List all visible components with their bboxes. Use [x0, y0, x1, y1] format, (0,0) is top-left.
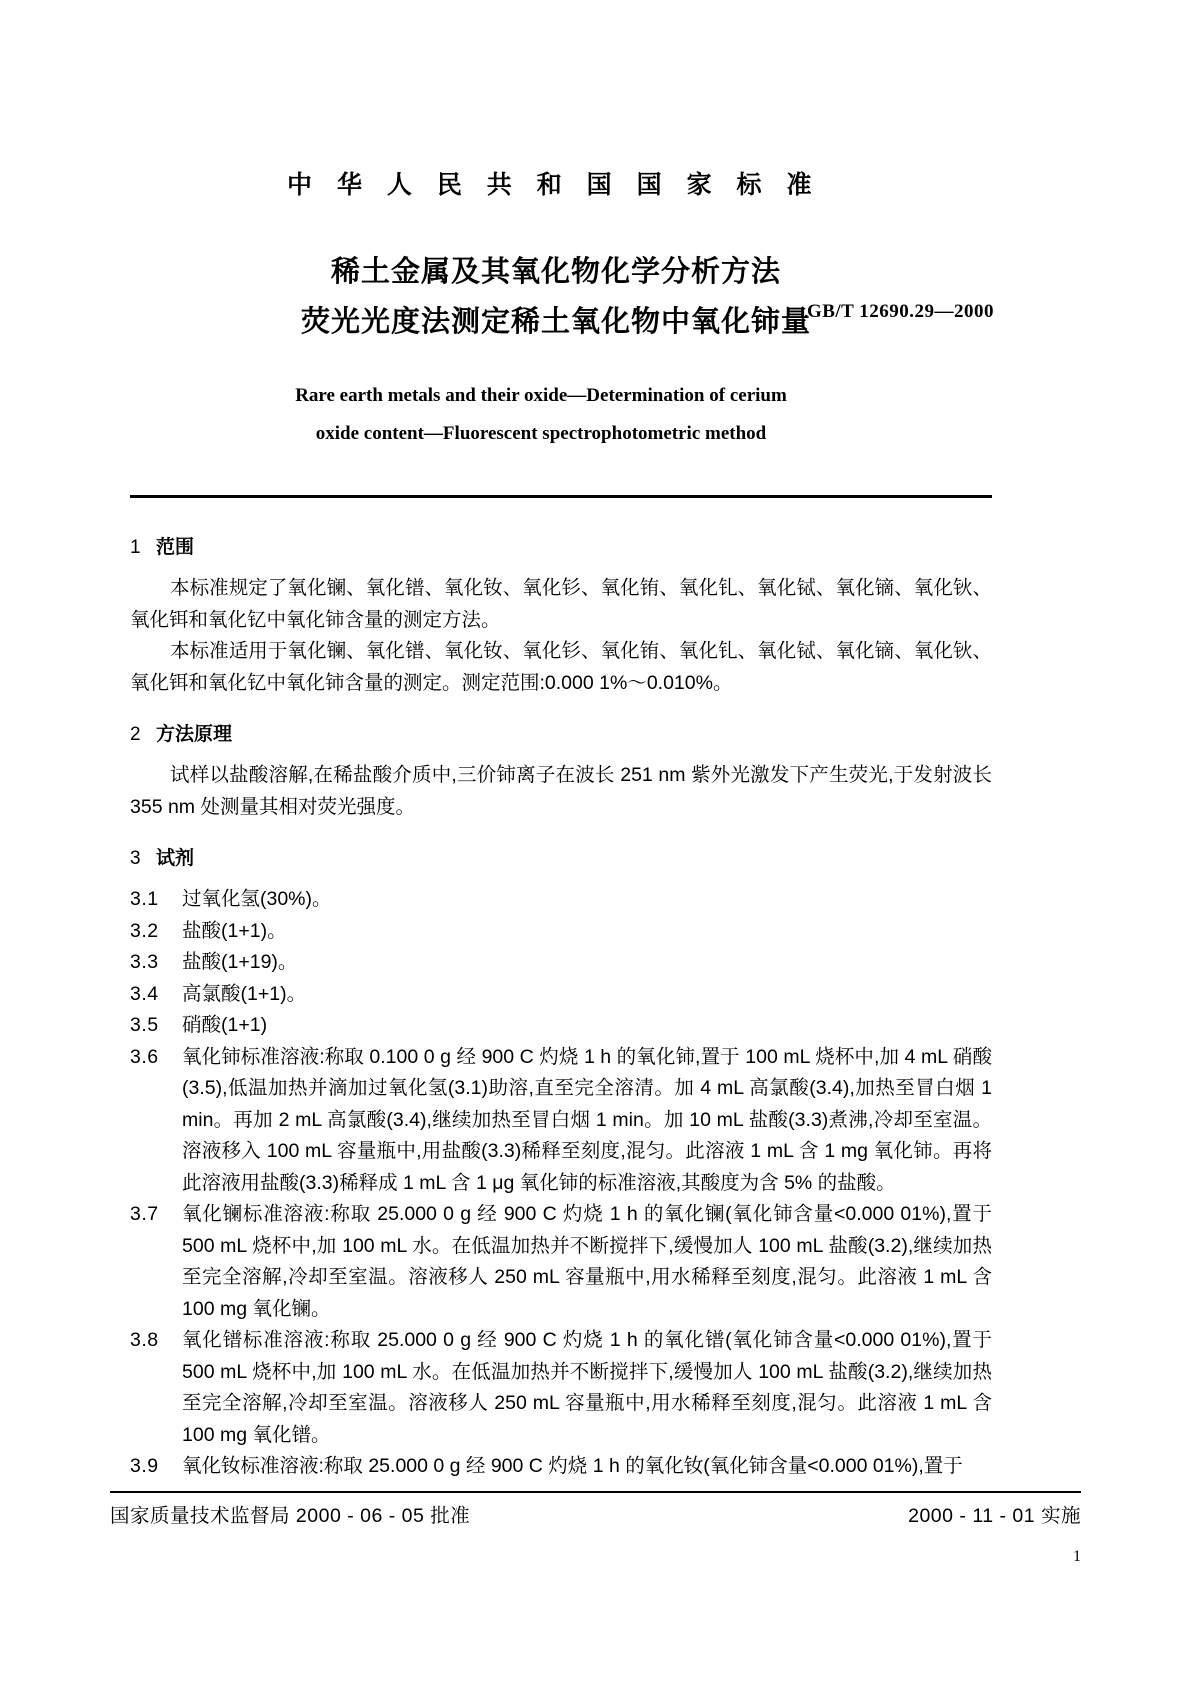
masthead	[130, 0, 992, 498]
reagent-text: 氧化钕标准溶液:称取 25.000 0 g 经 900 C 灼烧 1 h 的氧化钕(氧化铈含量<0.000 01%),置于	[182, 1455, 963, 1477]
reagent-number: 3.7	[130, 1203, 159, 1225]
reagent-text: 氧化镨标准溶液:称取 25.000 0 g 经 900 C 灼烧 1 h 的氧化镨(氧化铈含量<0.000 01%),置于 500 mL 烧杯中,加 100 mL 水。在低温加热并不断搅拌下,缓慢加人 100 mL 盐酸(3.2),继续加热至完全溶解,冷却至室温。溶液移人 250 mL 容量瓶中,用水稀释至刻度,混匀。此溶液 1 mL 含 100 mg 氧化镨。	[182, 1329, 992, 1446]
reagent-number: 3.2	[130, 919, 159, 942]
reagent-number: 3.9	[130, 1455, 159, 1477]
reagent-text: 盐酸(1+19)。	[182, 951, 298, 973]
national-standard-banner: 中 华 人 民 共 和 国 国 家 标 准	[287, 171, 821, 199]
section-number-3: 3	[130, 848, 141, 869]
standard-number: GB/T 12690.29—2000	[806, 301, 994, 322]
implementation-statement: 2000 - 11 - 01 实施	[908, 1505, 1081, 1527]
section-heading-2	[130, 719, 992, 750]
reagent-item	[130, 1010, 992, 1042]
section-title-1: 范围	[156, 537, 195, 558]
reagent-text: 盐酸(1+1)。	[182, 919, 287, 942]
document-title-line-1: 稀土金属及其氧化物化学分析方法	[330, 256, 781, 288]
section-heading-3	[130, 843, 992, 874]
section-1-paragraph-1: 本标准规定了氧化镧、氧化镨、氧化钕、氧化钐、氧化铕、氧化钆、氧化铽、氧化镝、氧化钬、氧化铒和氧化钇中氧化铈含量的测定方法。	[130, 577, 992, 631]
title-block	[130, 247, 992, 347]
footer-divider	[110, 1491, 1081, 1493]
reagent-number: 3.3	[130, 951, 159, 973]
reagent-number: 3.6	[130, 1045, 159, 1068]
reagent-text: 过氧化氢(30%)。	[182, 888, 332, 910]
document-body	[130, 532, 992, 1483]
page-number: 1	[1073, 1548, 1081, 1565]
reagent-number: 3.1	[130, 888, 159, 910]
header-divider	[130, 495, 992, 498]
section-title-2: 方法原理	[156, 724, 233, 745]
section-1-paragraph-2: 本标准适用于氧化镧、氧化镨、氧化钕、氧化钐、氧化铕、氧化钆、氧化铽、氧化镝、氧化钬、氧化铒和氧化钇中氧化铈含量的测定。测定范围:0.000 1%～0.010%。	[130, 640, 992, 694]
reagent-text: 高氯酸(1+1)。	[182, 982, 307, 1005]
page-footer	[110, 1500, 1081, 1528]
reagent-item	[130, 1325, 992, 1451]
english-title-line-1: Rare earth metals and their oxide—Determination of cerium	[295, 385, 787, 406]
reagent-item	[130, 1042, 992, 1200]
section-heading-1	[130, 532, 992, 563]
reagent-item	[130, 979, 992, 1011]
english-title-line-2: oxide content—Fluorescent spectrophotometric method	[315, 423, 767, 444]
section-title-3: 试剂	[156, 848, 195, 869]
english-title	[130, 377, 992, 453]
document-title-line-2: 荧光光度法测定稀土氧化物中氧化铈量	[300, 306, 811, 338]
section-2-paragraph-1: 试样以盐酸溶解,在稀盐酸介质中,三价铈离子在波长 251 nm 紫外光激发下产生荧光,于发射波长 355 nm 处测量其相对荧光强度。	[130, 764, 992, 818]
reagent-text: 氧化镧标准溶液:称取 25.000 0 g 经 900 C 灼烧 1 h 的氧化镧(氧化铈含量<0.000 01%),置于 500 mL 烧杯中,加 100 mL 水。在低温加热并不断搅拌下,缓慢加人 100 mL 盐酸(3.2),继续加热至完全溶解,冷却至室温。溶液移人 250 mL 容量瓶中,用水稀释至刻度,混匀。此溶液 1 mL 含 100 mg 氧化镧。	[182, 1203, 992, 1320]
reagent-item	[130, 1199, 992, 1325]
section-number-1: 1	[130, 537, 141, 558]
reagent-text: 硝酸(1+1)	[182, 1014, 268, 1036]
reagent-text: 氧化铈标准溶液:称取 0.100 0 g 经 900 C 灼烧 1 h 的氧化铈,置于 100 mL 烧杯中,加 4 mL 硝酸(3.5),低温加热并滴加过氧化氢(3.1)助溶,直至完全溶清。加 4 mL 高氯酸(3.4),加热至冒白烟 1 min。再加 2 mL 高氯酸(3.4),继续加热至冒白烟 1 min。加 10 mL 盐酸(3.3)煮沸,冷却至室温。溶液移入 100 mL 容量瓶中,用盐酸(3.3)稀释至刻度,混匀。此溶液 1 mL 含 1 mg 氧化铈。再将此溶液用盐酸(3.3)稀释成 1 mL 含 1 μg 氧化铈的标准溶液,其酸度为含 5% 的盐酸。	[182, 1045, 992, 1194]
reagent-number: 3.4	[130, 982, 159, 1005]
reagent-number: 3.5	[130, 1014, 159, 1036]
reagent-item	[130, 1451, 992, 1483]
section-number-2: 2	[130, 724, 141, 745]
reagent-item	[130, 884, 992, 916]
reagent-number: 3.8	[130, 1329, 159, 1351]
reagent-item	[130, 947, 992, 979]
approval-statement: 国家质量技术监督局 2000 - 06 - 05 批准	[110, 1505, 471, 1527]
page-content-area	[130, 0, 992, 1483]
reagent-item	[130, 916, 992, 948]
